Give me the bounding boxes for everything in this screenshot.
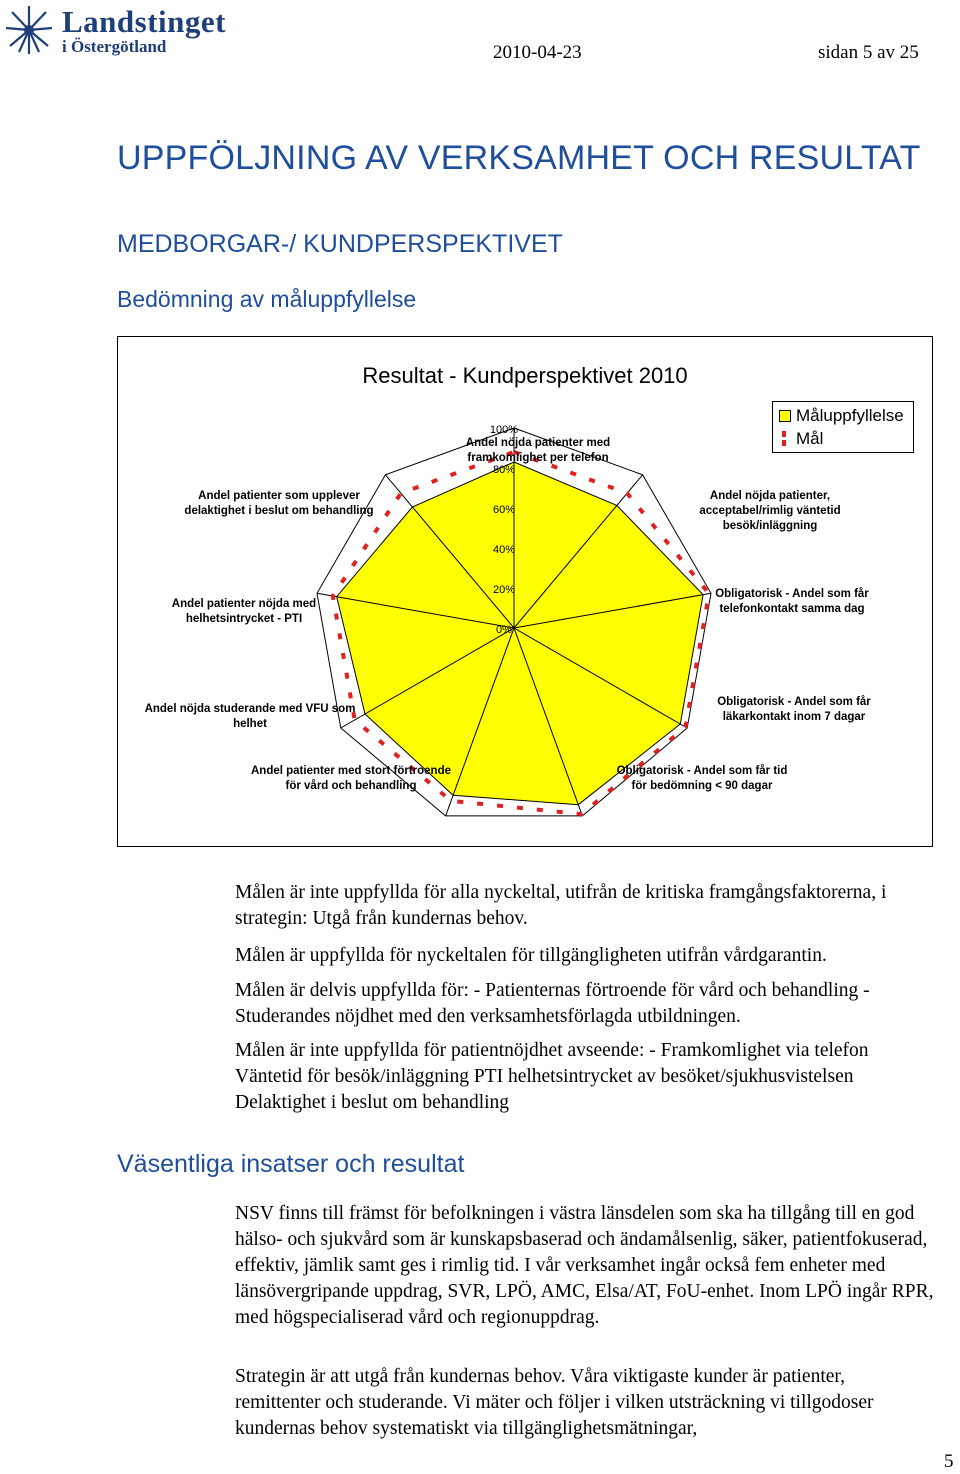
axis-category-label: [717, 696, 871, 723]
header-date: 2010-04-23: [493, 42, 582, 63]
axis-tick-label: 60%: [492, 504, 516, 516]
chart-legend: [772, 401, 914, 453]
axis-category-label-line: Andel nöjda patienter,: [709, 490, 831, 502]
axis-category-label: [466, 437, 610, 464]
axis-category-label-line: framkomlighet per telefon: [467, 452, 609, 464]
axis-category-label-line: Obligatorisk - Andel som får: [717, 696, 871, 708]
axis-category-label: [172, 598, 316, 625]
axis-tick-label: 40%: [492, 544, 516, 556]
axis-category-label-line: delaktighet i beslut om behandling: [184, 505, 374, 517]
logo-name: Landstinget: [62, 4, 226, 39]
page-number: 5: [944, 1451, 954, 1472]
series-fulfilment-area: [337, 462, 703, 805]
axis-category-label-line: helhetsintrycket - PTI: [185, 613, 303, 625]
axis-tick-label: 0%: [496, 624, 512, 636]
chart-title: Resultat - Kundperspektivet 2010: [362, 363, 688, 388]
axis-category-label: [715, 588, 869, 615]
subsection-title: MEDBORGAR-/ KUNDPERSPEKTIVET: [117, 230, 563, 258]
axis-category-label: [145, 703, 356, 730]
axis-category-label-line: för bedömning < 90 dagar: [631, 780, 773, 792]
header-page-indicator: sidan 5 av 25: [818, 42, 919, 63]
axis-category-label-line: Obligatorisk - Andel som får tid: [616, 765, 788, 777]
legend-label-fulfilment: Måluppfyllelse: [796, 406, 904, 425]
axis-category-label-line: acceptabel/rimlig väntetid: [699, 505, 841, 517]
axis-category-label-line: besök/inläggning: [722, 520, 818, 532]
axis-category-label-line: Andel nöjda patienter med: [465, 437, 611, 449]
axis-category-label-line: Obligatorisk - Andel som får: [715, 588, 869, 600]
axis-category-label: [617, 765, 788, 792]
paragraph-nsv: NSV finns till främst för befolkningen i västra länsdelen som ska ha tillgång till en god hälso- och sjukvård som är kunskapsbaserad och ändamålsenlig, säker, patientfokuserad, effektiv, jämlik samt ges i rimlig tid. I vår verksamhet ingår också fem enheter med länsövergripande uppdrag, SVR, LPÖ, AMC, Elsa/AT, FoU-enhet. Inom LPÖ ingår RPR, med högspecialiserad vård och regionuppdrag.: [235, 1203, 934, 1328]
axis-category-label: [184, 490, 373, 517]
axis-category-label-line: läkarkontakt inom 7 dagar: [722, 711, 866, 723]
legend-item-target: [779, 428, 823, 450]
axis-category-label-line: helhet: [233, 718, 267, 730]
axis-category-label-line: telefonkontakt samma dag: [719, 603, 865, 615]
axis-category-label-line: för vård och behandling: [285, 780, 417, 792]
paragraph-strategy: Strategin är att utgå från kundernas behov. Våra viktigaste kunder är patienter, remittenter och studerande. Vi mäter och följer i vilken utsträckning vi tillgodoser kundernas behov systematiskt via tillgänglighetsmätningar,: [235, 1366, 874, 1439]
axis-tick-label: 100%: [489, 424, 519, 436]
radar-chart: [117, 336, 933, 847]
efforts-heading: Väsentliga insatser och resultat: [117, 1150, 465, 1178]
logo-region: i Östergötland: [62, 37, 167, 56]
logo: [4, 4, 244, 56]
crown-logo-icon: [4, 4, 54, 56]
legend-swatch-dash: [779, 431, 791, 447]
axis-category-label-line: Andel patienter som upplever: [198, 490, 360, 502]
paragraph-goals-partly-met: Målen är delvis uppfyllda för: - Patienternas förtroende för vård och behandling - Studerandes nöjdhet med den verksamhetsförlagda utbildningen.: [235, 980, 870, 1027]
assessment-heading: Bedömning av måluppfyllelse: [117, 286, 417, 312]
axis-category-label-line: Andel nöjda studerande med VFU som: [144, 703, 356, 715]
paragraph-patient-satisfaction: Målen är inte uppfyllda för patientnöjdhet avseende: - Framkomlighet via telefon Väntetid för besök/inläggning PTI helhetsintrycket av besöket/sjukhusvistelsen Delaktighet i beslut om behandling: [235, 1040, 869, 1113]
axis-tick-label: 20%: [492, 584, 516, 596]
axis-category-label-line: Andel patienter nöjda med: [171, 598, 317, 610]
legend-swatch-fill: [779, 410, 791, 422]
paragraph-goals-not-met: Målen är inte uppfyllda för alla nyckeltal, utifrån de kritiska framgångsfaktorerna, i strategin: Utgå från kundernas behov.: [235, 882, 887, 929]
section-title: UPPFÖLJNING AV VERKSAMHET OCH RESULTAT: [117, 139, 921, 177]
axis-tick-label: 80%: [492, 464, 516, 476]
paragraph-goals-met: Målen är uppfyllda för nyckeltalen för tillgängligheten utifrån vårdgarantin.: [235, 945, 827, 966]
legend-label-target: Mål: [796, 429, 824, 448]
legend-item-fulfilment: [779, 405, 904, 427]
axis-category-label: [251, 765, 451, 792]
axis-category-label-line: Andel patienter med stort förtroende: [251, 765, 451, 777]
axis-category-label: [699, 490, 840, 532]
